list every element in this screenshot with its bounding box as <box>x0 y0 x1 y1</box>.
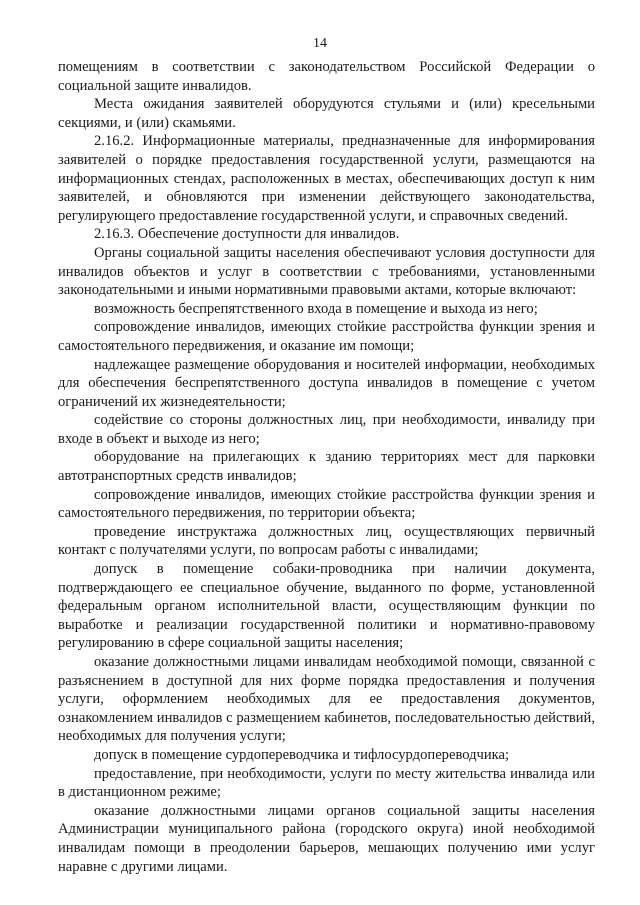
list-item-remote-service: предоставление, при необходимости, услуги по месту жительства инвалида или в дистанционном режиме; <box>58 765 595 801</box>
list-item-guide-dog: допуск в помещение собаки-проводника при наличии документа, подтверждающего ее специальное обучение, выданного по форме, установленной федеральным органом исполнительной власти, осуществляющим функции по выработке и реализации государственной политики и нормативно-правовому регулированию в сфере социальной защиты населения; <box>58 561 595 652</box>
paragraph-accessibility-intro: Органы социальной защиты населения обеспечивают условия доступности для инвалидов объектов и услуг в соответствии с требованиями, установленными законодательными и иными нормативными правовыми актами, которые включают: <box>58 244 595 299</box>
list-item-staff-briefing: проведение инструктажа должностных лиц, осуществляющих первичный контакт с получателями услуги, по вопросам работы с инвалидами; <box>58 523 595 559</box>
list-item-other-help: оказание должностными лицами органов социальной защиты населения Администрации муниципального района (городского округа) иной необходимой инвалидам помощи в преодолении барьеров, мешающих получению ими услуг наравне с другими лицами. <box>58 802 595 875</box>
list-item-interpreter: допуск в помещение сурдопереводчика и тифлосурдопереводчика; <box>94 746 510 763</box>
paragraph-2-16-3-heading: 2.16.3. Обеспечение доступности для инвалидов. <box>94 226 400 243</box>
list-item-entrance: возможность беспрепятственного входа в помещение и выхода из него; <box>94 300 538 317</box>
paragraph-2-16-2: 2.16.2. Информационные материалы, предназначенные для информирования заявителей о порядке предоставления государственной услуги, размещаются на информационных стендах, расположенных в местах, обеспечивающих доступ к ним заявителей, и обновляются при изменении действующего законодательства, регулирующего предоставление государственной услуги, и справочных сведений. <box>58 133 595 224</box>
paragraph-waiting-areas: Места ожидания заявителей оборудуются стульями и (или) кресельными секциями, и (или) скамьями. <box>58 96 595 131</box>
list-item-parking: оборудование на прилегающих к зданию территориях мест для парковки автотранспортных средств инвалидов; <box>58 449 595 485</box>
paragraph-continuation: помещениям в соответствии с законодательством Российской Федерации о социальной защите инвалидов. <box>58 59 595 94</box>
list-item-escort: сопровождение инвалидов, имеющих стойкие расстройства функции зрения и самостоятельного передвижения, и оказание им помощи; <box>58 319 595 354</box>
list-item-assistance-entry: содействие со стороны должностных лиц, при необходимости, инвалиду при входе в объект и выходе из него; <box>58 412 595 447</box>
list-item-escort-territory: сопровождение инвалидов, имеющих стойкие расстройства функции зрения и самостоятельного передвижения, по территории объекта; <box>58 486 595 522</box>
list-item-equipment: надлежащее размещение оборудования и носителей информации, необходимых для обеспечения беспрепятственного доступа инвалидов в помещение с учетом ограничений их жизнедеятельности; <box>58 356 595 410</box>
document-body <box>58 58 595 876</box>
page-number: 14 <box>313 36 327 51</box>
list-item-explanation-help: оказание должностными лицами инвалидам необходимой помощи, связанной с разъяснением в доступной для них форме порядка предоставления и получения услуги, оформлением необходимых для ее предоставления документов, ознакомлением инвалидов с размещением кабинетов, последовательностью действий, необходимых для получения услуги; <box>58 654 595 745</box>
